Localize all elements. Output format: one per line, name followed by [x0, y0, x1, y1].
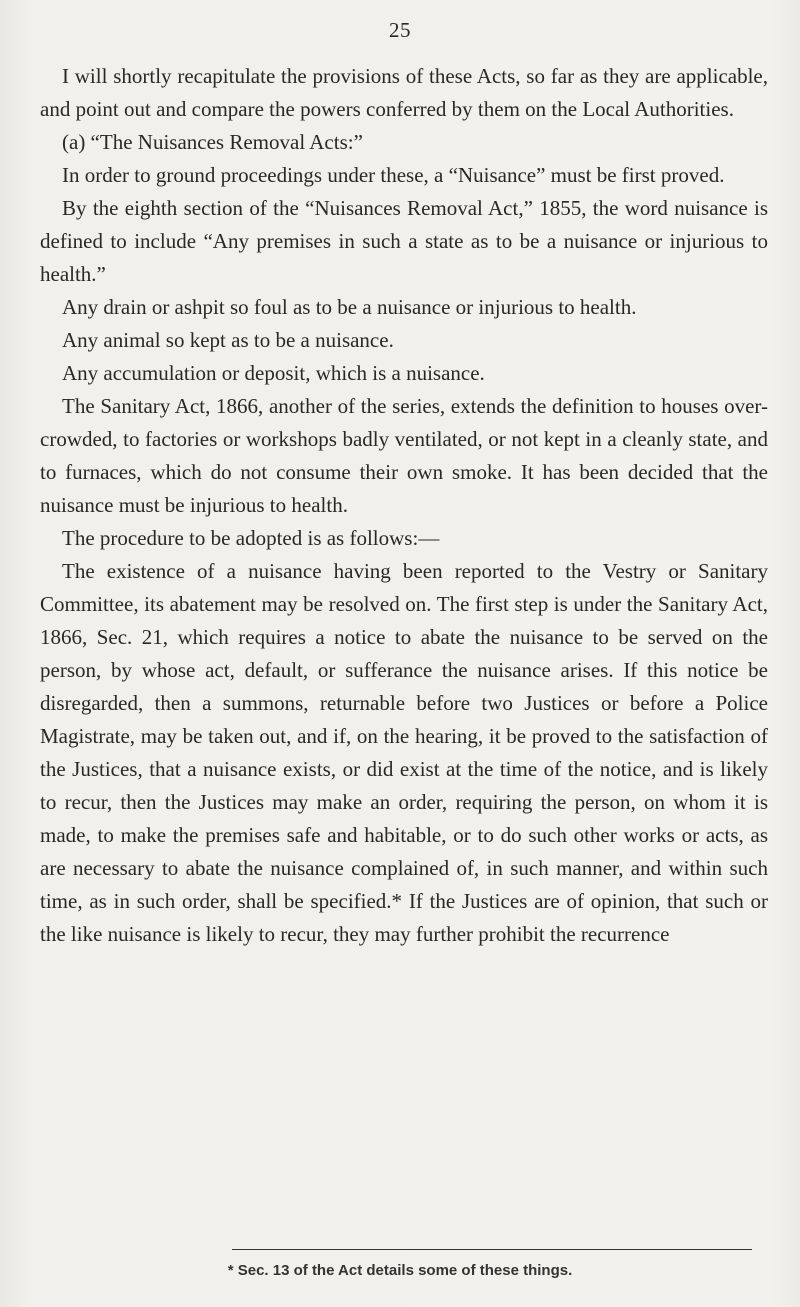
paragraph-drain-ashpit: Any drain or ashpit so foul as to be a nuisance or injurious to health.: [62, 295, 637, 319]
footnote: * Sec. 13 of the Act details some of these things.: [227, 1262, 573, 1279]
paragraph-sanitary-act: The Sanitary Act, 1866, another of the series, extends the definition to houses over-crowded, to factories or workshops badly ventilated, or not kept in a cleanly state, and to furnaces, which do not consume their own smoke. It has been decided that the nuisance must be injurious to health.: [40, 394, 768, 517]
paragraph-existence: The existence of a nuisance having been reported to the Vestry or Sanitary Committee, its abatement may be resolved on. The first step is under the Sanitary Act, 1866, Sec. 21, which requires a notice to abate the nuisance to be served on the person, by whose act, default, or sufferance the nuisance arises. If this notice be disregarded, then a summons, returnable before two Justices or before a Police Magistrate, may be taken out, and if, on the hearing, it be proved to the satisfaction of the Justices, that a nuisance exists, or did exist at the time of the notice, and is likely to recur, then the Justices may make an order, requiring the person, on whom it is made, to make the premises safe and habitable, or to do such other works or acts, as are necessary to abate the nuisance complained of, in such manner, and within such time, as in such order, shall be specified.* If the Justices are of opinion, that such or the like nuisance is likely to recur, they may further prohibit the recurrence: [40, 559, 768, 946]
footnote-divider: [232, 1249, 752, 1250]
paragraph-eighth-section: By the eighth section of the “Nuisances Removal Act,” 1855, the word nuisance is defined to include “Any premises in such a state as to be a nuisance or injurious to health.”: [40, 196, 768, 286]
paragraph-animal: Any animal so kept as to be a nuisance.: [62, 328, 394, 352]
paragraph-procedure: The procedure to be adopted is as follows:—: [62, 526, 440, 550]
paragraph-intro: I will shortly recapitulate the provisions of these Acts, so far as they are applicable, and point out and compare the powers conferred by them on the Local Authorities.: [40, 64, 768, 121]
paragraph-heading-a: (a) “The Nuisances Removal Acts:”: [62, 130, 363, 154]
page-number: 25: [389, 18, 411, 42]
paragraph-ground-proceedings: In order to ground proceedings under these, a “Nuisance” must be first proved.: [62, 163, 725, 187]
body-text: [40, 60, 768, 951]
paragraph-accumulation: Any accumulation or deposit, which is a nuisance.: [62, 361, 485, 385]
